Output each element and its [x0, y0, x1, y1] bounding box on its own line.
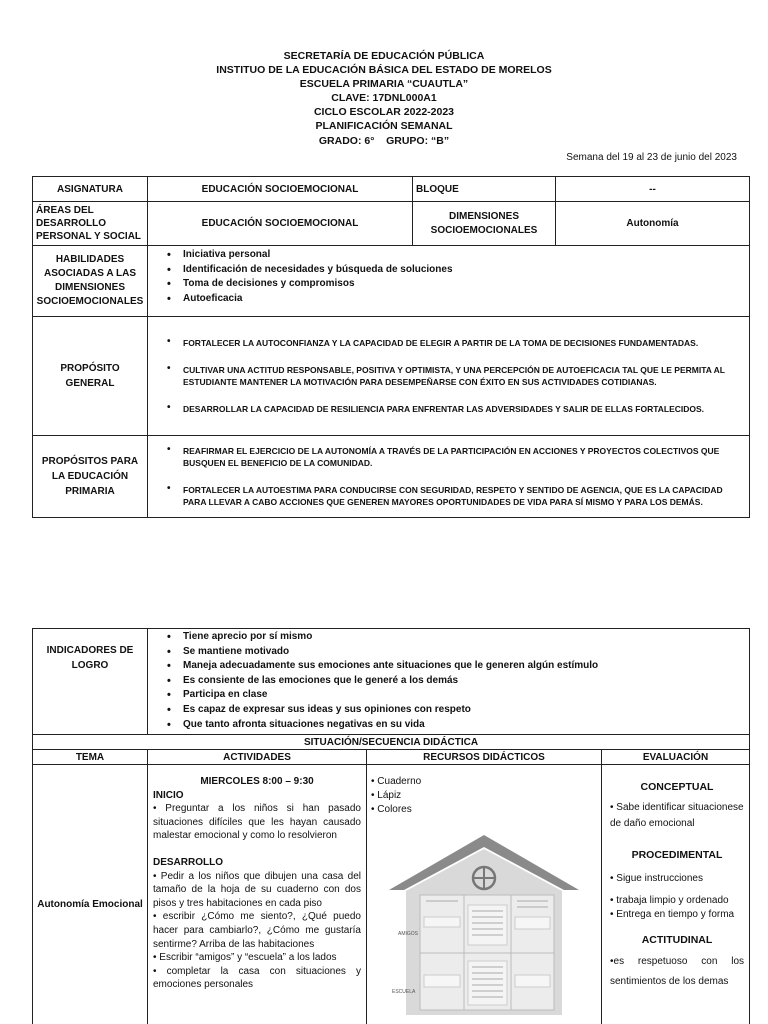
- areas-value: EDUCACIÓN SOCIOEMOCIONAL: [148, 202, 413, 246]
- areas-label: ÁREAS DEL DESARROLLO PERSONAL Y SOCIAL: [33, 202, 148, 246]
- propositos-primaria-label: PROPÓSITOS PARA LA EDUCACIÓN PRIMARIA: [33, 436, 148, 518]
- table-row: [33, 317, 750, 436]
- table-row: [33, 202, 750, 246]
- feelings-house-illustration: [384, 835, 584, 1015]
- bloque-value: --: [556, 177, 750, 202]
- recursos-list: [371, 775, 597, 817]
- indicadores-cell: [148, 629, 750, 735]
- inicio-title: INICIO: [153, 789, 184, 801]
- table-row: [33, 436, 750, 518]
- table-row: [33, 735, 750, 750]
- column-header-evaluacion: EVALUACIÓN: [602, 750, 750, 765]
- list-item: • Se mantiene motivado: [167, 645, 746, 660]
- activity-text: • Preguntar a los niños si han pasado situaciones difíciles que les hayan causado malestar emocional y como lo resolvieron: [153, 803, 361, 842]
- week-range: Semana del 19 al 23 de junio del 2023: [566, 152, 737, 163]
- activity-text: • completar la casa con situaciones y emociones personales: [153, 965, 361, 991]
- list-item: • DESARROLLAR LA CAPACIDAD DE RESILIENCIA PARA ENFRENTAR LAS ADVERSIDADES Y SALIR DE ELLAS FORTALECIDOS.: [167, 403, 742, 416]
- list-item: • Toma de decisiones y compromisos: [167, 277, 746, 292]
- evaluation-item: •es respetuoso con los sentimientos de los demas: [610, 956, 745, 987]
- proposito-cell: [148, 317, 750, 436]
- list-item: • Identificación de necesidades y búsqueda de soluciones: [167, 263, 746, 278]
- evaluation-item: • Entrega en tiempo y forma: [610, 908, 735, 920]
- activity-text: • Pedir a los niños que dibujen una casa del tamaño de la hoja de su cuaderno con dos pisos y tres habitaciones en cada piso: [153, 870, 361, 909]
- list-item: • Colores: [371, 804, 412, 815]
- indicadores-list: [167, 630, 746, 732]
- evaluation-item: • Sigue instrucciones: [610, 873, 703, 884]
- document-header: [0, 49, 768, 148]
- actitudinal-title: ACTITUDINAL: [641, 933, 713, 946]
- conceptual-title: CONCEPTUAL: [640, 781, 714, 793]
- didactic-sequence-table: [32, 628, 750, 1024]
- propositos-primaria-cell: [148, 436, 750, 518]
- list-item: • Es consiente de las emociones que le generé a los demás: [167, 674, 746, 689]
- evaluacion-cell: [602, 765, 750, 1024]
- list-item: • FORTALECER LA AUTOESTIMA PARA CONDUCIRSE CON SEGURIDAD, RESPETO Y SENTIDO DE AGENCIA, QUE ES LA CAPACIDAD PARA LLEVAR A CABO ACCIONES QUE GENEREN MAYORES OPORTUNIDADES DE VIDA PARA SÍ MISMO Y PARA LOS DEMÁS.: [167, 484, 742, 509]
- list-item: • Lápiz: [371, 790, 402, 801]
- propositos-primaria-list: [167, 445, 742, 509]
- desarrollo-title: DESARROLLO: [153, 856, 223, 868]
- header-line: SECRETARÍA DE EDUCACIÓN PÚBLICA: [283, 50, 485, 62]
- header-line: PLANIFICACIÓN SEMANAL: [315, 120, 453, 133]
- bloque-label: BLOQUE: [413, 177, 556, 202]
- list-item: • Autoeficacia: [167, 292, 746, 307]
- habilidades-cell: [148, 246, 750, 317]
- procedimental-title: PROCEDIMENTAL: [631, 848, 723, 861]
- actividades-content: [153, 775, 361, 992]
- activity-text: • Escribir “amigos” y “escuela” a los lados: [153, 952, 337, 964]
- table-row: [33, 629, 750, 735]
- evaluation-item: • trabaja limpio y ordenado: [610, 894, 729, 906]
- list-item: • REAFIRMAR EL EJERCICIO DE LA AUTONOMÍA A TRAVÉS DE LA PARTICIPACIÓN EN ACCIONES Y PROYECTOS COLECTIVOS QUE BUSQUEN EL BENEFICIO DE LA COMUNIDAD.: [167, 445, 742, 470]
- indicadores-label: INDICADORES DE LOGRO: [33, 629, 148, 735]
- tema-cell: Autonomía Emocional: [33, 765, 148, 1024]
- habilidades-list: [167, 248, 746, 306]
- proposito-label: PROPÓSITO GENERAL: [33, 317, 148, 436]
- day-time: MIERCOLES 8:00 – 9:30: [200, 776, 314, 787]
- list-item: • CULTIVAR UNA ACTITUD RESPONSABLE, POSITIVA Y OPTIMISTA, Y UNA PERCEPCIÓN DE AUTOEFICACIA TAL QUE LE PERMITA AL ESTUDIANTE MANTENER LA MOTIVACIÓN PARA DESEMPEÑARSE CON ÉXITO EN SUS ACTIVIDADES COTIDIANAS.: [167, 364, 742, 389]
- asignatura-label: ASIGNATURA: [33, 177, 148, 202]
- actividades-cell: [148, 765, 367, 1024]
- column-header-actividades: ACTIVIDADES: [148, 750, 367, 765]
- situacion-title: SITUACIÓN/SECUENCIA DIDÁCTICA: [33, 735, 750, 750]
- house-label-amigos: AMIGOS: [398, 931, 419, 937]
- column-header-tema: TEMA: [33, 750, 148, 765]
- list-item: • Participa en clase: [167, 688, 746, 703]
- header-line: GRADO: 6° GRUPO: “B”: [318, 134, 450, 147]
- evaluacion-content: [610, 779, 744, 992]
- table-row: [33, 246, 750, 317]
- list-item: • FORTALECER LA AUTOCONFIANZA Y LA CAPACIDAD DE ELEGIR A PARTIR DE LA TOMA DE DECISIONES FUNDAMENTADAS.: [167, 337, 742, 350]
- asignatura-value: EDUCACIÓN SOCIOEMOCIONAL: [148, 177, 413, 202]
- list-item: • Cuaderno: [371, 776, 422, 787]
- list-item: • Que tanto afronta situaciones negativas en su vida: [167, 718, 746, 733]
- header-line: CLAVE: 17DNL000A1: [331, 92, 437, 105]
- dimensiones-value: Autonomía: [556, 202, 750, 246]
- header-line: CICLO ESCOLAR 2022-2023: [313, 106, 455, 119]
- list-item: • Maneja adecuadamente sus emociones ante situaciones que le generen algún estímulo: [167, 659, 746, 674]
- proposito-list: [167, 337, 742, 415]
- table-row: [33, 765, 750, 1024]
- evaluation-item: • Sabe identificar situacionese de daño emocional: [610, 801, 744, 829]
- list-item: • Iniciativa personal: [167, 248, 746, 263]
- habilidades-label: HABILIDADES ASOCIADAS A LAS DIMENSIONES SOCIOEMOCIONALES: [33, 246, 148, 317]
- subject-info-table: [32, 176, 750, 518]
- column-header-recursos: RECURSOS DIDÁCTICOS: [367, 750, 602, 765]
- list-item: • Tiene aprecio por sí mismo: [167, 630, 746, 645]
- header-line: ESCUELA PRIMARIA “CUAUTLA”: [299, 78, 469, 91]
- list-item: • Es capaz de expresar sus ideas y sus opiniones con respeto: [167, 703, 746, 718]
- dimensiones-label: DIMENSIONES SOCIOEMOCIONALES: [413, 202, 556, 246]
- table-row: [33, 750, 750, 765]
- table-row: [33, 177, 750, 202]
- header-line: INSTITUO DE LA EDUCACIÓN BÁSICA DEL ESTADO DE MORELOS: [216, 64, 552, 77]
- activity-text: • escribir ¿Cómo me siento?, ¿Qué puedo hacer para cambiarlo?, ¿Cómo me gustaría sentirme? Arriba de las habitaciones: [153, 911, 361, 950]
- recursos-cell: [367, 765, 602, 1024]
- house-label-escuela: ESCUELA: [392, 989, 416, 995]
